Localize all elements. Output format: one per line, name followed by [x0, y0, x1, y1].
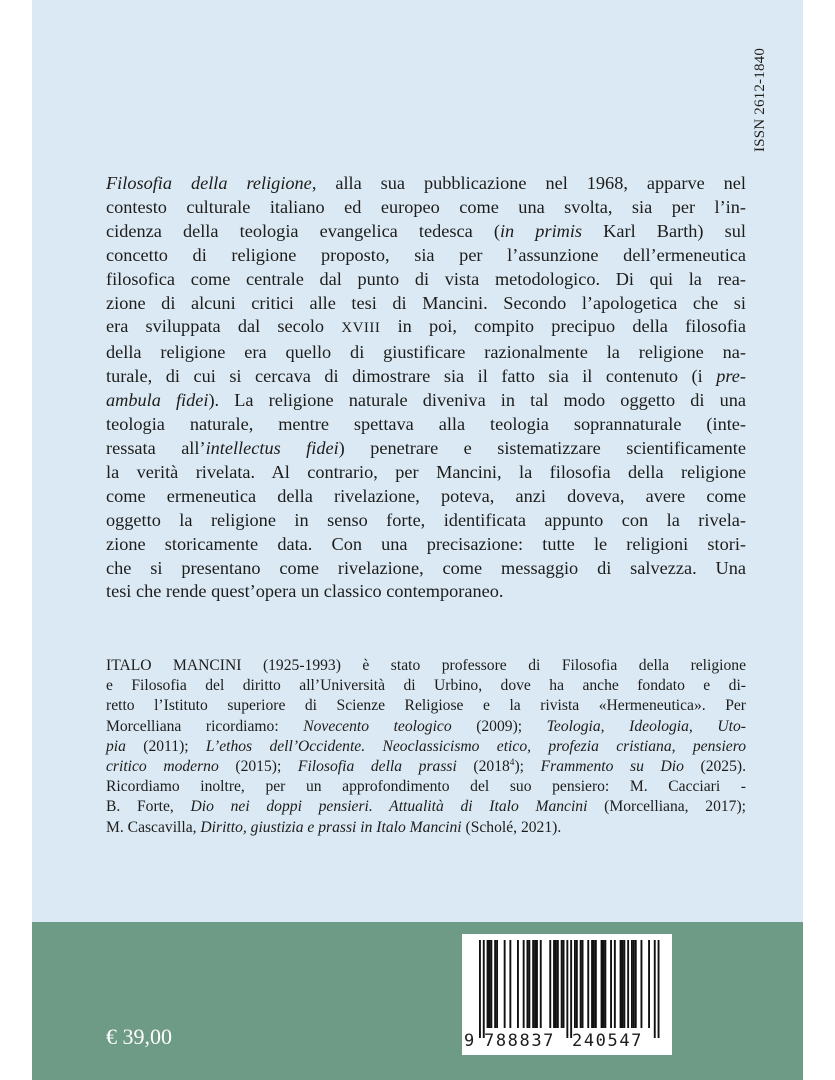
- bio-text-run: Ricordiamo inoltre, per un approfondimento del suo pensiero: M. Cacciari -: [106, 778, 746, 796]
- blurb-text-run: in poi, compito precipuo della filosofia: [380, 316, 746, 337]
- barcode-bar: [494, 940, 496, 1028]
- blurb-text-run: turale, di cui si cercava di dimostrare sia il fatto sia il contenuto (i: [106, 366, 717, 387]
- bio-text-run: Frammento su Dio: [540, 758, 684, 776]
- blurb-paragraph: [106, 172, 746, 604]
- blurb-line: [106, 557, 746, 581]
- bio-text-run: (2025).: [683, 758, 746, 776]
- barcode-bar: [631, 940, 633, 1028]
- blurb-line: [106, 509, 746, 533]
- blurb-text-run: della religione era quello di giustificare razionalmente la religione na-: [106, 342, 746, 363]
- bio-text-run: Teologia, Ideologia, Uto-: [546, 717, 746, 735]
- bio-text-run: Filosofia della prassi: [297, 758, 457, 776]
- barcode-bar: [658, 940, 660, 1038]
- blurb-line: [106, 292, 746, 316]
- bio-text-run: (Morcelliana, 2017);: [587, 798, 746, 816]
- barcode-bar: [549, 940, 551, 1028]
- issn-label: ISSN 2612-1840: [752, 47, 768, 152]
- barcode-bar: [610, 940, 612, 1028]
- blurb-line: [106, 268, 746, 292]
- blurb-text-run: , alla sua pubblicazione nel 1968, apparve nel: [311, 173, 746, 193]
- blurb-line: [106, 389, 746, 413]
- blurb-text-run: ). La religione naturale diveniva in tal modo oggetto di una: [208, 390, 746, 411]
- bio-line: [106, 757, 746, 777]
- barcode-bar: [603, 940, 605, 1028]
- blurb-line: [106, 580, 746, 604]
- bio-text-run: M. Cascavilla,: [106, 818, 201, 836]
- barcode-bar: [623, 940, 625, 1028]
- barcode-bar: [622, 940, 624, 1028]
- barcode-group-left: 788837: [484, 1031, 556, 1051]
- barcode-bar: [555, 940, 557, 1028]
- blurb-text-run: pre-: [716, 366, 746, 387]
- bio-line: [106, 818, 746, 838]
- barcode-group-right: 240547: [572, 1031, 644, 1051]
- barcode-bar: [620, 940, 622, 1028]
- barcode-bar: [527, 940, 529, 1028]
- barcode-bar: [563, 940, 565, 1028]
- barcode-bar: [553, 940, 555, 1028]
- blurb-line: [106, 220, 746, 244]
- blurb-line: [106, 365, 746, 389]
- blurb-line: [106, 437, 746, 461]
- bio-text-run: B. Forte,: [106, 798, 191, 816]
- barcode-bar: [595, 940, 597, 1028]
- blurb-text-run: in primis: [499, 220, 583, 241]
- barcode-bar: [593, 940, 595, 1028]
- blurb-text-run: tesi che rende quest’opera un classico contemporaneo.: [106, 581, 504, 602]
- barcode-bar: [582, 940, 584, 1028]
- blurb-text-run: oggetto la religione in senso forte, identificata appunto con la rivela-: [106, 509, 746, 530]
- bio-text-run: retto l’Istituto superiore di Scienze Religiose e la rivista «Hermeneutica». Per: [106, 697, 746, 715]
- barcode-bar: [580, 940, 582, 1028]
- barcode-bar: [654, 940, 656, 1038]
- bio-text-run: critico moderno: [106, 758, 219, 776]
- bio-text-run: (2018: [456, 758, 510, 776]
- barcode-bar: [540, 940, 542, 1028]
- blurb-text-run: concetto di religione proposto, sia per l’assunzione dell’ermeneutica: [106, 244, 746, 265]
- blurb-text-run: ) penetrare e sistematizzare scientificamente: [338, 437, 747, 458]
- barcode-bar: [509, 940, 511, 1028]
- bio-line: [106, 797, 746, 817]
- blurb-text-run: ressata all’: [106, 437, 206, 458]
- barcode-bar: [517, 940, 519, 1028]
- barcode-bar: [490, 940, 492, 1028]
- bio-text-run: pia: [106, 737, 126, 755]
- bio-text-run: Diritto, giustizia e prassi in Italo Mancini: [200, 818, 462, 836]
- bio-text-run: (2009);: [451, 717, 547, 735]
- barcode-bar: [601, 940, 603, 1028]
- barcode-bar: [641, 940, 643, 1028]
- blurb-text-run: ambula fidei: [106, 390, 209, 411]
- blurb-text-run: la verità rivelata. Al contrario, per Mancini, la filosofia della religione: [106, 461, 746, 482]
- blurb-text-run: zione di alcuni critici alle tesi di Mancini. Secondo l’apologetica che si: [106, 292, 746, 313]
- barcode-bar: [561, 940, 563, 1028]
- barcode-bar: [635, 940, 637, 1028]
- barcode-bar: [574, 940, 576, 1028]
- barcode-bar: [483, 940, 485, 1038]
- bio-text-run: (2011);: [125, 737, 206, 755]
- barcode-bar: [557, 940, 559, 1028]
- blurb-text-run: zione storicamente data. Con una precisazione: tutte le religioni stori-: [106, 533, 746, 554]
- barcode-bar: [614, 940, 616, 1028]
- isbn-barcode: [462, 934, 672, 1055]
- blurb-line: [106, 461, 746, 485]
- bio-text-run: e Filosofia del diritto all’Università di Urbino, dove ha anche fondato e di-: [106, 677, 746, 695]
- blurb-line: [106, 533, 746, 557]
- blurb-text-run: XVIII: [341, 320, 381, 337]
- blurb-text-run: era sviluppata dal secolo: [106, 316, 342, 337]
- bio-line: [106, 676, 746, 696]
- bio-text-run: 4: [509, 757, 515, 768]
- barcode-bar: [523, 940, 525, 1028]
- barcode-bar: [504, 940, 506, 1028]
- barcode-bar: [489, 940, 491, 1028]
- blurb-text-run: intellectus fidei: [205, 437, 339, 458]
- bio-line: [106, 737, 746, 757]
- barcode-bar: [627, 940, 629, 1028]
- blurb-line: [106, 413, 746, 437]
- bio-line: [106, 717, 746, 737]
- barcode-lead-digit: 9: [464, 1031, 476, 1051]
- blurb-line: [106, 196, 746, 220]
- bio-line: [106, 777, 746, 797]
- barcode-bar: [587, 940, 589, 1028]
- bio-text-run: );: [514, 758, 541, 776]
- bio-line: [106, 696, 746, 716]
- barcode-bar: [536, 940, 538, 1028]
- bottom-band: [32, 922, 803, 1080]
- price-label: € 39,00: [106, 1024, 172, 1049]
- bio-text-run: (2015);: [218, 758, 298, 776]
- barcode-bar: [576, 940, 578, 1028]
- bio-line: [106, 656, 746, 676]
- blurb-text-run: che si presentano come rivelazione, come messaggio di salvezza. Una: [106, 557, 746, 578]
- blurb-text-run: cidenza della teologia evangelica tedesca (: [106, 220, 500, 241]
- blurb-line: [106, 315, 746, 341]
- barcode-bar: [479, 940, 481, 1038]
- blurb-text-run: teologia naturale, mentre spettava alla teologia soprannaturale (inte-: [106, 414, 746, 435]
- bio-text-run: Dio nei doppi pensieri. Attualità di Italo Mancini: [190, 798, 588, 816]
- blurb-line: [106, 485, 746, 509]
- barcode-bar: [496, 940, 498, 1028]
- blurb-text-run: Karl Barth) sul: [582, 220, 746, 241]
- blurb-text-run: contesto culturale italiano ed europeo come una svolta, sia per l’in-: [106, 196, 746, 217]
- author-bio-paragraph: [106, 656, 746, 838]
- barcode-bar: [633, 940, 635, 1028]
- bio-text-run: Novecento teologico: [303, 717, 452, 735]
- bio-text-run: ITALO MANCINI (1925-1993) è stato professore di Filosofia della religione: [106, 657, 746, 674]
- blurb-text-run: Filosofia della religione: [106, 173, 312, 193]
- barcode-bar: [648, 940, 650, 1028]
- barcode-bar: [570, 940, 572, 1038]
- bio-text-run: Morcelliana ricordiamo:: [106, 717, 304, 735]
- bio-text-run: L’ethos dell’Occidente. Neoclassicismo etico, profezia cristiana, pensiero: [205, 737, 746, 755]
- barcode-bar: [566, 940, 568, 1038]
- barcode-bar: [591, 940, 593, 1028]
- barcode-bar: [487, 940, 489, 1028]
- blurb-line: [106, 244, 746, 268]
- barcode-bar: [532, 940, 534, 1028]
- blurb-line: [106, 341, 746, 365]
- barcode-bar: [604, 940, 606, 1028]
- barcode-bar: [528, 940, 530, 1028]
- blurb-text-run: come ermeneutica della rivelazione, poteva, anzi doveva, avere come: [106, 485, 746, 506]
- bio-text-run: (Scholé, 2021).: [461, 818, 562, 836]
- blurb-line: [106, 172, 746, 196]
- blurb-text-run: filosofica come centrale dal punto di vista metodologico. Di qui la rea-: [106, 268, 746, 289]
- barcode-bar: [534, 940, 536, 1028]
